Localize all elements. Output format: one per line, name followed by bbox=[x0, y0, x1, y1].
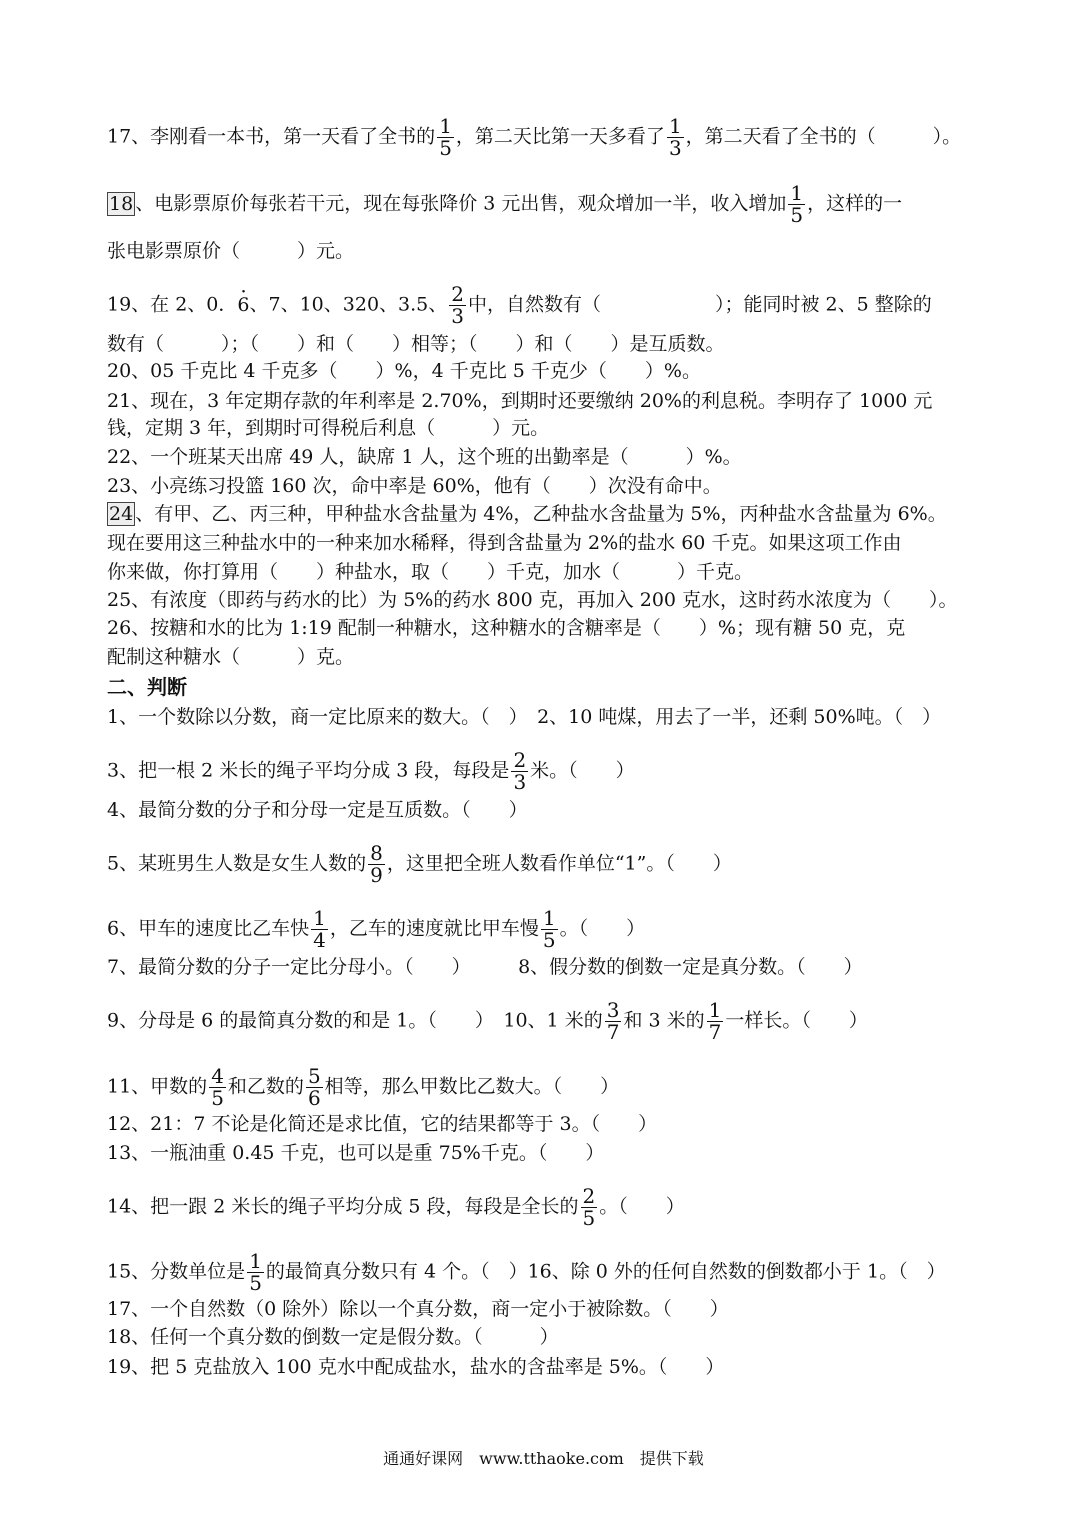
fraction: $\frac{1}{4}$ bbox=[313, 906, 326, 952]
question-24-line3: 你来做，你打算用（ ）种盐水，取（ ）千克，加水（ ）千克。 bbox=[107, 561, 754, 583]
judge-13: 13、一瓶油重 0.45 千克，也可以是重 75%千克。（ ） bbox=[107, 1142, 605, 1164]
judge-1-2: 1、一个数除以分数，商一定比原来的数大。（ ） 2、10 吨煤，用去了一半，还剩 50%吨。（ ） bbox=[107, 706, 942, 728]
fraction: $\frac{1}{5}$ bbox=[249, 1249, 262, 1295]
judge-14: 14、把一跟 2 米长的绳子平均分成 5 段，每段是全长的 $\frac{2}{5}$ 。（ ） bbox=[107, 1184, 685, 1230]
fraction: $\frac{1}{5}$ bbox=[439, 114, 452, 160]
judge-15-16: 15、分数单位是 $\frac{1}{5}$ 的最简真分数只有 4 个。（ ）16、除 0 外的任何自然数的倒数都小于 1。（ ） bbox=[107, 1249, 946, 1295]
question-number-box: 18 bbox=[109, 192, 134, 215]
question-26: 26、按糖和水的比为 1:19 配制一种糖水，这种糖水的含糖率是（ ）%；现有糖 50 克，克 bbox=[107, 617, 906, 639]
fraction: $\frac{1}{3}$ bbox=[668, 114, 682, 160]
fraction: $\frac{8}{9}$ bbox=[370, 841, 383, 887]
question-18-line2: 张电影票原价（ ）元。 bbox=[107, 240, 355, 262]
judge-6: 6、甲车的速度比乙车快 $\frac{1}{4}$ ，乙车的速度就比甲车慢 $\frac{1}{5}$ 。（ ） bbox=[107, 906, 646, 952]
question-20: 20、05 千克比 4 千克多（ ）%，4 千克比 5 千克少（ ）%。 bbox=[107, 360, 701, 382]
fraction: $\frac{5}{6}$ bbox=[307, 1064, 321, 1110]
judge-3: 3、把一根 2 米长的绳子平均分成 3 段，每段是 $\frac{2}{3}$ 米。（ ） bbox=[107, 748, 635, 794]
fraction: $\frac{1}{7}$ bbox=[708, 998, 722, 1044]
question-25: 25、有浓度（即药与药水的比）为 5%的药水 800 克，再加入 200 克水，这时药水浓度为（ ）。 bbox=[107, 589, 958, 611]
fraction: $\frac{2}{5}$ bbox=[582, 1184, 596, 1230]
question-24: 24 、有甲、乙、丙三种，甲种盐水含盐量为 4%，乙种盐水含盐量为 5%，丙种盐水含盐量为 6%。 bbox=[109, 503, 947, 525]
fraction: $\frac{2}{3}$ bbox=[513, 748, 527, 794]
question-21-line2: 钱，定期 3 年，到期时可得税后利息（ ）元。 bbox=[107, 417, 550, 439]
judge-4: 4、最简分数的分子和分母一定是互质数。（ ） bbox=[107, 799, 528, 821]
question-21: 21、现在，3 年定期存款的年利率是 2.70%，到期时还要缴纳 20%的利息税。李明存了 1000 元 bbox=[107, 390, 933, 412]
section-title: 二、判断 bbox=[107, 675, 187, 699]
question-number-box: 24 bbox=[109, 503, 134, 525]
fraction: $\frac{4}{5}$ bbox=[211, 1064, 224, 1110]
fraction: $\frac{3}{7}$ bbox=[606, 998, 620, 1044]
judge-19: 19、把 5 克盐放入 100 克水中配成盐水，盐水的含盐率是 5%。（ ） bbox=[107, 1356, 725, 1378]
fraction: $\frac{1}{5}$ bbox=[790, 181, 804, 227]
fraction: $\frac{1}{5}$ bbox=[542, 906, 556, 952]
judge-12: 12、21：7 不论是化简还是求比值，它的结果都等于 3。（ ） bbox=[107, 1113, 658, 1135]
judge-18: 18、任何一个真分数的倒数一定是假分数。（ ） bbox=[107, 1326, 559, 1348]
question-26-line2: 配制这种糖水（ ）克。 bbox=[107, 646, 355, 668]
footer: 通通好课网 www.tthaoke.com 提供下载 bbox=[383, 1449, 704, 1468]
question-19-line2: 数有（ ）；（ ）和（ ）相等；（ ）和（ ）是互质数。 bbox=[107, 333, 725, 355]
question-24-line2: 现在要用这三种盐水中的一种来加水稀释，得到含盐量为 2%的盐水 60 千克。如果这项工作由 bbox=[107, 532, 902, 554]
judge-7-8: 7、最简分数的分子一定比分母小。（ ） 8、假分数的倒数一定是真分数。（ ） bbox=[107, 956, 863, 978]
judge-17: 17、一个自然数（0 除外）除以一个真分数，商一定小于被除数。（ ） bbox=[107, 1298, 729, 1320]
question-23: 23、小亮练习投篮 160 次，命中率是 60%，他有（ ）次没有命中。 bbox=[107, 475, 722, 497]
judge-11: 11、甲数的 $\frac{4}{5}$ 和乙数的 $\frac{5}{6}$ 相等，那么甲数比乙数大。（ ） bbox=[107, 1064, 620, 1110]
question-18: 18 、电影票原价每张若干元，现在每张降价 3 元出售，观众增加一半，收入增加 $\frac{1}{5}$ ，这样的一 bbox=[109, 181, 903, 227]
repeating-digit: · 6 bbox=[237, 293, 249, 317]
question-17: 17、李刚看一本书，第一天看了全书的 $\frac{1}{5}$ ，第二天比第一天多看了 $\frac{1}{3}$ ，第二天看了全书的（ ）。 bbox=[107, 114, 962, 160]
judge-9-10: 9、分母是 6 的最简真分数的和是 1。（ ） 10、1 米的 $\frac{3}{7}$ 和 3 米的 $\frac{1}{7}$ 一样长。（ ） bbox=[107, 998, 868, 1044]
question-19: 19、在 2、0．· 6、7、10、320、3.5、 $\frac{2}{3}$ 中，自然数有（ ）；能同时被 2、5 整除的 bbox=[107, 284, 932, 327]
question-22: 22、一个班某天出席 49 人，缺席 1 人，这个班的出勤率是（ ）%。 bbox=[107, 446, 742, 468]
judge-5: 5、某班男生人数是女生人数的 $\frac{8}{9}$ ，这里把全班人数看作单位“1”。（ ） bbox=[107, 841, 732, 887]
fraction: $\frac{2}{3}$ bbox=[451, 282, 464, 328]
